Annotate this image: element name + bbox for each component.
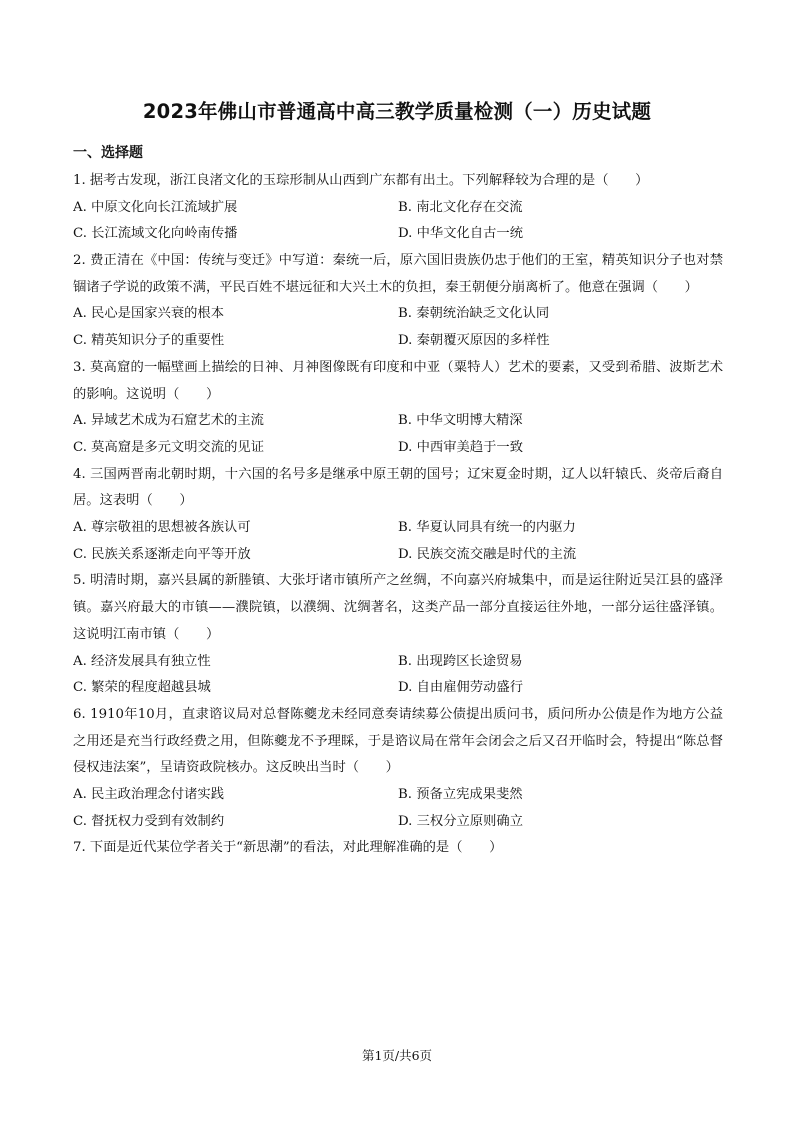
option-c: C. 莫高窟是多元文明交流的见证 bbox=[73, 439, 265, 455]
option-d: D. 三权分立原则确立 bbox=[398, 813, 524, 829]
question-7 bbox=[73, 835, 723, 862]
option-c: C. 督抚权力受到有效制约 bbox=[73, 813, 225, 829]
page-number: 第1页/共6页 bbox=[361, 1048, 433, 1063]
question-2 bbox=[73, 248, 723, 355]
option-c: C. 繁荣的程度超越县城 bbox=[73, 680, 211, 696]
question-4 bbox=[73, 462, 723, 569]
option-a: A. 经济发展具有独立性 bbox=[73, 653, 211, 669]
question-6 bbox=[73, 702, 723, 835]
question-stem: 6. 1910年10月，直隶谘议局对总督陈夔龙未经同意奏请续募公债提出质问书，质问所办公债是作为地方公益之用还是充当行政经费之用，但陈夔龙不予理睬，于是谘议局在常年会闭会之后又召开临时会，特提出“陈总督侵权违法案”，呈请资政院核办。这反映出当时（ ） bbox=[73, 706, 723, 776]
option-a: A. 异域艺术成为石窟艺术的主流 bbox=[73, 413, 264, 429]
question-stem: 3. 莫高窟的一幅壁画上描绘的日神、月神图像既有印度和中亚（粟特人）艺术的要素，又受到希腊、波斯艺术的影响。这说明（ ） bbox=[73, 359, 723, 402]
option-d: D. 民族交流交融是时代的主流 bbox=[398, 546, 577, 562]
option-d: D. 自由雇佣劳动盛行 bbox=[398, 680, 524, 696]
question-stem: 2. 费正清在《中国：传统与变迁》中写道：秦统一后，原六国旧贵族仍忠于他们的王室，精英知识分子也对禁锢诸子学说的政策不满，平民百姓不堪远征和大兴土木的负担，秦王朝便分崩离析了。他意在强调（ ） bbox=[73, 253, 723, 295]
option-d: D. 中华文化自古一统 bbox=[398, 226, 524, 242]
section-heading: 一、选择题 bbox=[73, 145, 143, 161]
option-b: B. 华夏认同具有统一的内驱力 bbox=[398, 520, 576, 536]
option-a: A. 中原文化向长江流域扩展 bbox=[73, 199, 238, 215]
option-c: C. 民族关系逐渐走向平等开放 bbox=[73, 546, 251, 562]
option-b: B. 秦朝统治缺乏文化认同 bbox=[398, 306, 550, 322]
question-stem: 4. 三国两晋南北朝时期，十六国的名号多是继承中原王朝的国号；辽宋夏金时期，辽人以轩辕氏、炎帝后裔自居。这表明（ ） bbox=[73, 466, 723, 509]
question-list bbox=[73, 168, 723, 862]
option-d: D. 中西审美趋于一致 bbox=[398, 439, 524, 455]
page-title: 2023年佛山市普通高中高三教学质量检测（一）历史试题 bbox=[142, 100, 652, 123]
question-3 bbox=[73, 355, 723, 462]
option-c: C. 精英知识分子的重要性 bbox=[73, 333, 225, 349]
question-5 bbox=[73, 568, 723, 701]
question-stem: 1. 据考古发现，浙江良渚文化的玉琮形制从山西到广东都有出土。下列解释较为合理的是（ ） bbox=[73, 173, 649, 188]
option-c: C. 长江流域文化向岭南传播 bbox=[73, 226, 238, 242]
option-a: A. 民心是国家兴衰的根本 bbox=[73, 306, 225, 322]
question-stem: 5. 明清时期，嘉兴县属的新塍镇、大张圩诸市镇所产之丝绸，不向嘉兴府城集中，而是运往附近吴江县的盛泽镇。嘉兴府最大的市镇——濮院镇，以濮绸、沈绸著名，这类产品一部分直接运往外地，一部分运往盛泽镇。这说明江南市镇（ ） bbox=[73, 573, 723, 642]
option-a: A. 尊宗敬祖的思想被各族认可 bbox=[73, 520, 251, 536]
option-b: B. 南北文化存在交流 bbox=[398, 199, 523, 215]
option-a: A. 民主政治理念付诸实践 bbox=[73, 787, 225, 803]
option-b: B. 中华文明博大精深 bbox=[398, 413, 523, 429]
option-b: B. 预备立宪成果斐然 bbox=[398, 787, 523, 803]
option-b: B. 出现跨区长途贸易 bbox=[398, 653, 523, 669]
question-stem: 7. 下面是近代某位学者关于“新思潮”的看法，对此理解准确的是（ ） bbox=[73, 840, 503, 856]
option-d: D. 秦朝覆灭原因的多样性 bbox=[398, 333, 550, 349]
question-1 bbox=[73, 168, 723, 248]
